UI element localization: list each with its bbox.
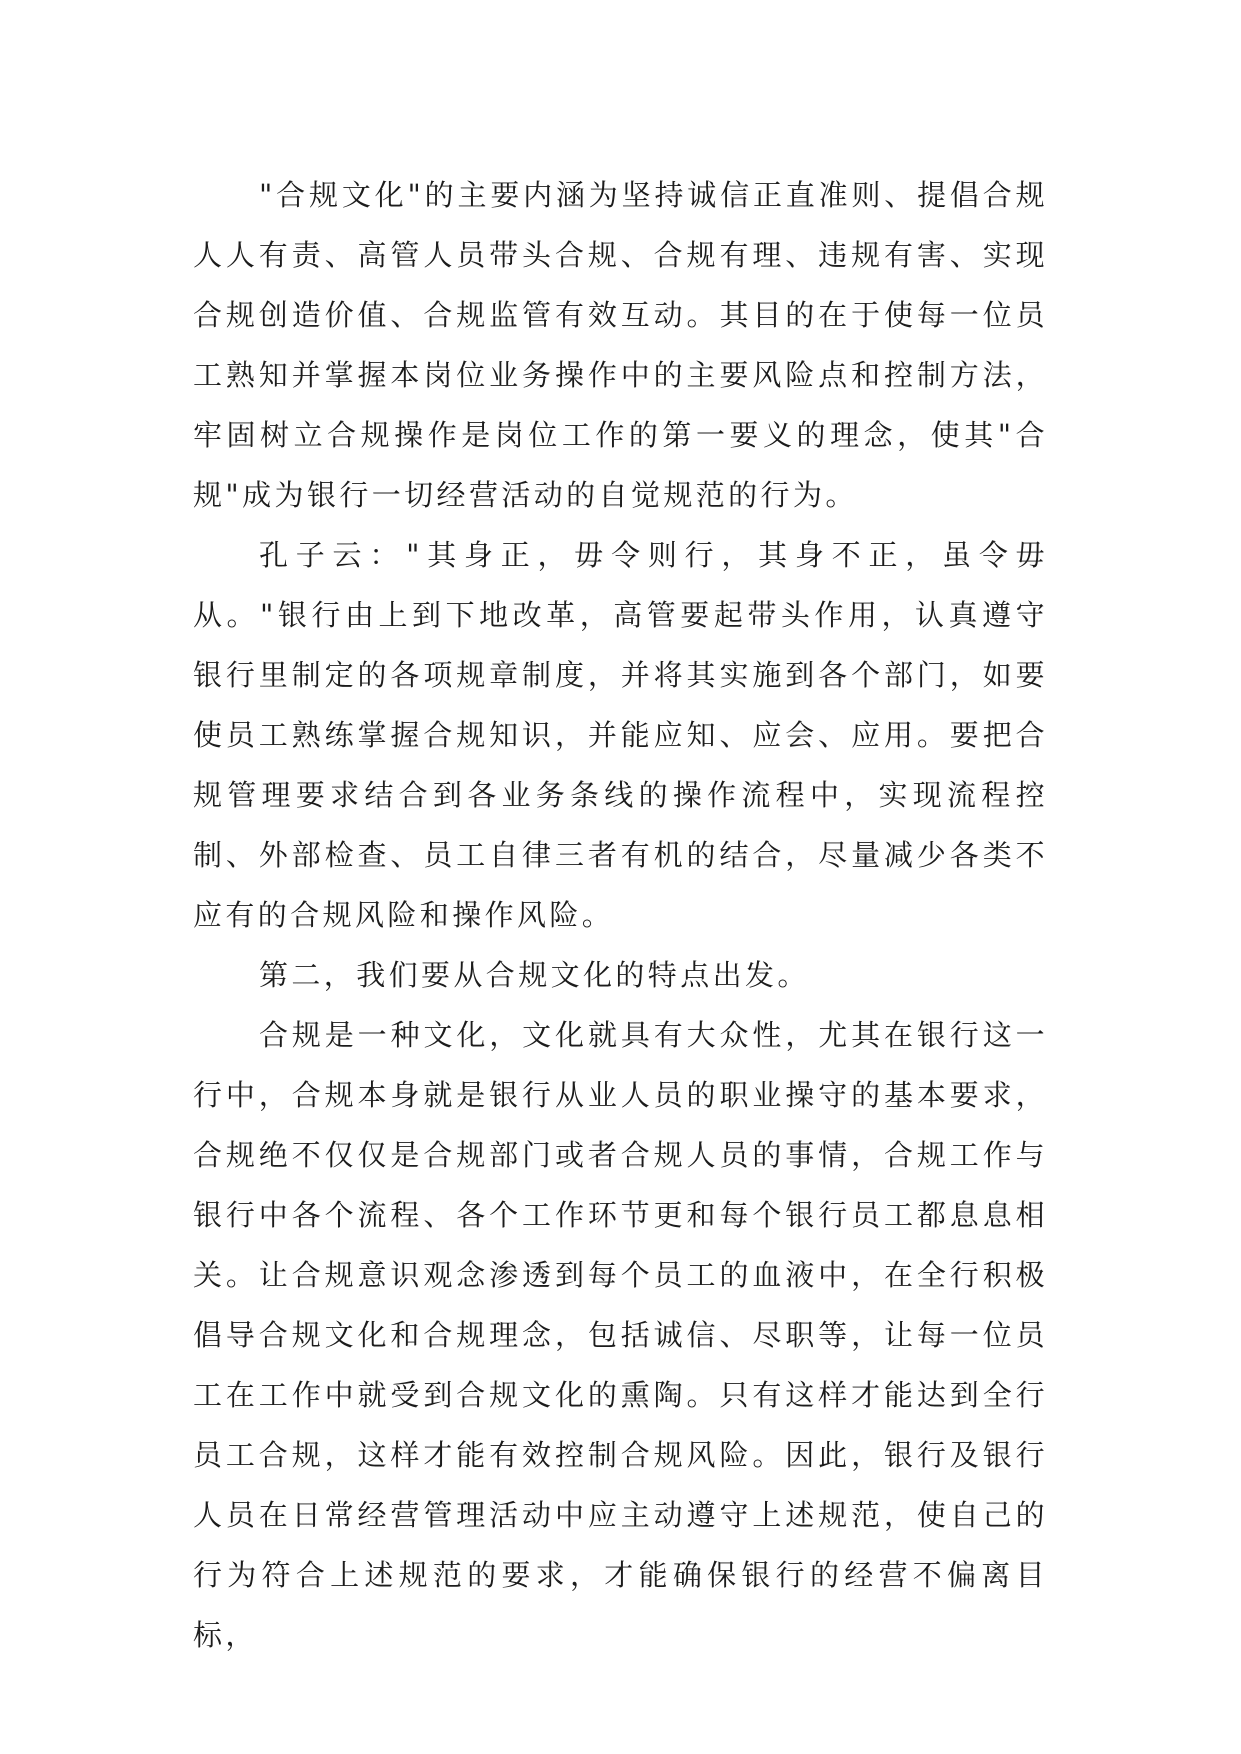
paragraph-compliance-culture: "合规文化"的主要内涵为坚持诚信正直准则、提倡合规人人有责、高管人员带头合规、合规有理、违规有害、实现合规创造价值、合规监管有效互动。其目的在于使每一位员工熟知并掌握本岗位业务操作中的主要风险点和控制方法，牢固树立合规操作是岗位工作的第一要义的理念，使其"合规"成为银行一切经营活动的自觉规范的行为。 — [193, 178, 1048, 512]
paragraph-second-point: 第二，我们要从合规文化的特点出发。 — [259, 958, 810, 992]
paragraph-confucius-quote: 孔子云："其身正，毋令则行，其身不正，虽令毋从。"银行由上到下地改革，高管要起带头作用，认真遵守银行里制定的各项规章制度，并将其实施到各个部门，如要使员工熟练掌握合规知识，并能应知、应会、应用。要把合规管理要求结合到各业务条线的操作流程中，实现流程控制、外部检查、员工自律三者有机的结合，尽量减少各类不应有的合规风险和操作风险。 — [193, 538, 1048, 932]
paragraph-culture-popularity: 合规是一种文化，文化就具有大众性，尤其在银行这一行中，合规本身就是银行从业人员的职业操守的基本要求，合规绝不仅仅是合规部门或者合规人员的事情，合规工作与银行中各个流程、各个工作环节更和每个银行员工都息息相关。让合规意识观念渗透到每个员工的血液中，在全行积极倡导合规文化和合规理念，包括诚信、尽职等，让每一位员工在工作中就受到合规文化的熏陶。只有这样才能达到全行员工合规，这样才能有效控制合规风险。因此，银行及银行人员在日常经营管理活动中应主动遵守上述规范，使自己的行为符合上述规范的要求，才能确保银行的经营不偏离目标， — [193, 1018, 1048, 1652]
document-body — [193, 165, 1048, 1665]
